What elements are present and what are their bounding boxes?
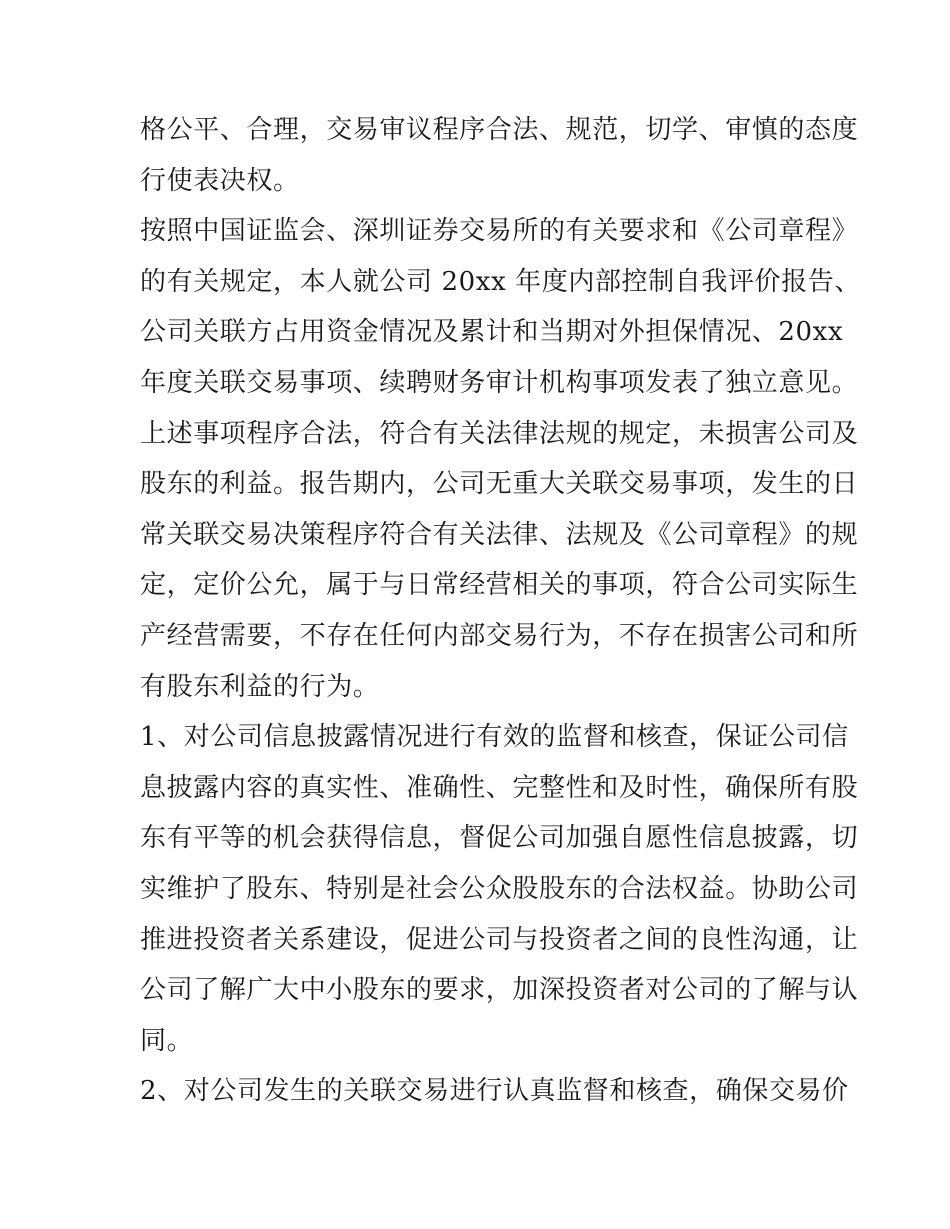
text-line: 上述事项程序合法，符合有关法律法规的规定，未损害公司及 — [140, 418, 859, 449]
text-line: 产经营需要，不存在任何内部交易行为，不存在损害公司和所 — [140, 620, 859, 651]
text-line: 同。 — [140, 1025, 194, 1056]
text-line: 东有平等的机会获得信息，督促公司加强自愿性信息披露，切 — [140, 823, 859, 854]
text-line: 有股东利益的行为。 — [140, 671, 380, 702]
text-line: 年度关联交易事项、续聘财务审计机构事项发表了独立意见。 — [140, 367, 859, 398]
text-line: 息披露内容的真实性、准确性、完整性和及时性，确保所有股 — [140, 772, 859, 803]
text-line: 常关联交易决策程序符合有关法律、法规及《公司章程》的规 — [140, 519, 859, 550]
text-line: 公司了解广大中小股东的要求，加深投资者对公司的了解与认 — [140, 975, 859, 1006]
text-line: 格公平、合理，交易审议程序合法、规范，切学、审慎的态度 — [140, 115, 859, 145]
text-line: 推进投资者关系建设，促进公司与投资者之间的良性沟通，让 — [140, 924, 859, 955]
text-line: 按照中国证监会、深圳证券交易所的有关要求和《公司章程》 — [140, 216, 859, 247]
document-body — [140, 105, 861, 1117]
text-line: 定，定价公允，属于与日常经营相关的事项，符合公司实际生 — [140, 570, 859, 601]
text-line: 实维护了股东、特别是社会公众股股东的合法权益。协助公司 — [140, 873, 859, 904]
text-line: 行使表决权。 — [140, 165, 300, 196]
numbered-item-1: 1、对公司信息披露情况进行有效的监督和核查，保证公司信 — [140, 722, 849, 753]
text-line: 公司关联方占用资金情况及累计和当期对外担保情况、20xx — [140, 317, 844, 348]
numbered-item-2: 2、对公司发生的关联交易进行认真监督和核查，确保交易价 — [140, 1076, 849, 1107]
text-line: 股东的利益。报告期内，公司无重大关联交易事项，发生的日 — [140, 469, 859, 500]
text-line: 的有关规定，本人就公司 20xx 年度内部控制自我评价报告、 — [140, 266, 861, 297]
